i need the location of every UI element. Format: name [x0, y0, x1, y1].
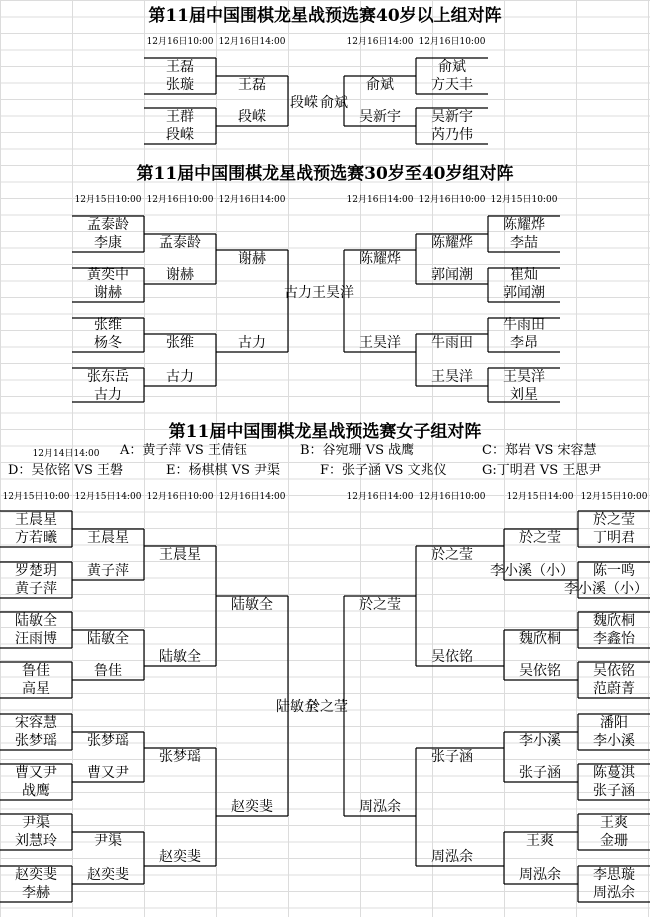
section1-left-player: 张璇	[166, 77, 194, 93]
section3-right-r2: 张子涵	[519, 765, 561, 781]
section3-right-r2: 魏欣桐	[519, 631, 561, 647]
section3-right-r2: 王爽	[526, 833, 554, 849]
section3-left-player: 曹又尹	[15, 765, 57, 781]
section2-date: 12月15日10:00	[74, 195, 142, 205]
section3-date: 12月15日10:00	[2, 492, 70, 502]
section3-pair-d: D：吴依铭 VS 王磐	[8, 463, 123, 478]
section2-left-player: 杨冬	[94, 335, 122, 351]
section2-date: 12月15日10:00	[490, 195, 558, 205]
section3-left-player: 陆敏全	[15, 613, 57, 629]
section3-right-r2: 李小溪（小）	[490, 563, 574, 579]
section2-date: 12月16日10:00	[418, 195, 486, 205]
section3-left-r2: 陆敏全	[87, 631, 129, 647]
section3-left-r2: 鲁佳	[94, 663, 122, 679]
section2-right-player: 刘星	[510, 387, 538, 403]
section3-pair-date: 12月14日14:00	[32, 449, 100, 459]
section3-right-player: 李鑫怡	[593, 631, 635, 647]
section3-right-player: 李思璇	[593, 867, 635, 883]
section2-right-player: 李喆	[510, 235, 538, 251]
section3-pair-f: F：张子涵 VS 文兆仪	[320, 463, 447, 478]
section3-right-player: 吴依铭	[593, 663, 635, 679]
section2-right-winner: 陈耀烨	[431, 235, 473, 251]
section1-left-player: 段嵘	[166, 127, 194, 143]
section2-left-winner: 孟泰龄	[159, 235, 201, 251]
section3-right-player: 李小溪（小）	[564, 581, 648, 597]
section2-left-semifinal: 谢赫	[238, 251, 266, 267]
section3-right-player: 魏欣桐	[593, 613, 635, 629]
section3-pair-g: G:丁明君 VS 王思尹	[482, 463, 602, 478]
section3-right-player: 潘阳	[600, 715, 628, 731]
section3-date: 12月15日10:00	[580, 492, 648, 502]
section2-final-right: 王昊洋	[312, 285, 354, 301]
section1-right-player: 方天丰	[431, 77, 473, 93]
section3-left-player: 黄子萍	[15, 581, 57, 597]
section3-right-r2: 李小溪	[519, 733, 561, 749]
section3-right-r3: 吴依铭	[431, 649, 473, 665]
section2-left-winner: 谢赫	[166, 267, 194, 283]
section3-left-r2: 尹渠	[94, 833, 122, 849]
section1-date: 12月16日14:00	[346, 37, 414, 47]
section2-final-left: 古力	[284, 285, 312, 301]
section1-date: 12月16日10:00	[146, 37, 214, 47]
section1-left-player: 王磊	[166, 59, 194, 75]
section3-left-player: 赵奕斐	[15, 867, 57, 883]
section3-right-player: 范蔚菁	[593, 681, 635, 697]
section3-date: 12月15日14:00	[74, 492, 142, 502]
section3-left-r2: 张梦瑶	[87, 733, 129, 749]
section3-pair-b: B：谷宛珊 VS 战鹰	[300, 443, 415, 458]
section2-left-winner: 古力	[166, 369, 194, 385]
section3-left-player: 刘慧玲	[15, 833, 57, 849]
section2-date: 12月16日14:00	[218, 195, 286, 205]
section3-right-r4: 於之莹	[359, 597, 401, 613]
section3-right-r2: 吴依铭	[519, 663, 561, 679]
section2-right-winner: 王昊洋	[431, 369, 473, 385]
section1-final-right: 俞斌	[320, 95, 348, 111]
section2-left-semifinal: 古力	[238, 335, 266, 351]
section3-right-r2: 周泓余	[519, 867, 561, 883]
section3-right-player: 陈蔓淇	[593, 765, 635, 781]
section3-left-r2: 黄子萍	[87, 563, 129, 579]
section3-pair-a: A：黄子萍 VS 王倩钰	[120, 443, 247, 458]
section3-left-r2: 曹又尹	[87, 765, 129, 781]
section3-left-player: 尹渠	[22, 815, 50, 831]
section2-right-player: 郭闻潮	[503, 285, 545, 301]
section3-left-r4: 陆敏全	[231, 597, 273, 613]
section3-right-r3: 於之莹	[431, 547, 473, 563]
section3-title: 第11届中国围棋龙星战预选赛女子组对阵	[168, 422, 482, 442]
section3-left-r3: 王晨星	[159, 547, 201, 563]
section3-right-player: 李小溪	[593, 733, 635, 749]
section2-right-player: 牛雨田	[503, 317, 545, 333]
section3-final-right: 於之莹	[306, 699, 348, 715]
section1-right-winner: 俞斌	[366, 77, 394, 93]
section2-right-player: 王昊洋	[503, 369, 545, 385]
section1-right-player: 俞斌	[438, 59, 466, 75]
section2-right-player: 陈耀烨	[503, 217, 545, 233]
section2-left-player: 古力	[94, 387, 122, 403]
section3-date: 12月16日10:00	[146, 492, 214, 502]
section2-date: 12月16日10:00	[146, 195, 214, 205]
section3-pair-c: C：郑岩 VS 宋容慧	[482, 443, 597, 458]
section3-left-player: 宋容慧	[15, 715, 57, 731]
section1-final-left: 段嵘	[290, 95, 318, 111]
section3-right-player: 陈一鸣	[593, 563, 635, 579]
section2-right-winner: 牛雨田	[431, 335, 473, 351]
section3-left-player: 王晨星	[15, 512, 57, 528]
section3-left-player: 战鹰	[22, 783, 50, 799]
section1-left-player: 王群	[166, 109, 194, 125]
section3-left-player: 高星	[22, 681, 50, 697]
section1-title: 第11届中国围棋龙星战预选赛40岁以上组对阵	[148, 6, 502, 26]
section1-date: 12月16日14:00	[218, 37, 286, 47]
section3-left-player: 鲁佳	[22, 663, 50, 679]
section2-left-player: 李康	[94, 235, 122, 251]
section3-right-r4: 周泓余	[359, 799, 401, 815]
section3-left-player: 方若曦	[15, 530, 57, 546]
section3-right-r3: 周泓余	[431, 849, 473, 865]
section3-right-r2: 於之莹	[519, 530, 561, 546]
section3-right-player: 於之莹	[593, 512, 635, 528]
section3-left-player: 张梦瑶	[15, 733, 57, 749]
section2-right-semifinal: 陈耀烨	[359, 251, 401, 267]
section1-right-winner: 吴新宇	[359, 109, 401, 125]
section3-date: 12月16日10:00	[418, 492, 486, 502]
section1-left-winner: 王磊	[238, 77, 266, 93]
section3-date: 12月16日14:00	[218, 492, 286, 502]
section2-left-player: 张东岳	[87, 369, 129, 385]
section2-right-semifinal: 王昊洋	[359, 335, 401, 351]
section3-left-r3: 陆敏全	[159, 649, 201, 665]
section3-left-player: 汪雨博	[15, 631, 57, 647]
section3-pair-e: E：杨棋棋 VS 尹渠	[166, 463, 281, 478]
section3-left-r3: 张梦瑶	[159, 749, 201, 765]
section2-right-winner: 郭闻潮	[431, 267, 473, 283]
section2-left-player: 张维	[94, 317, 122, 333]
section3-right-player: 丁明君	[593, 530, 635, 546]
section3-right-player: 金珊	[600, 833, 628, 849]
section3-right-player: 王爽	[600, 815, 628, 831]
section3-right-player: 张子涵	[593, 783, 635, 799]
section2-left-player: 谢赫	[94, 285, 122, 301]
section3-left-r4: 赵奕斐	[231, 799, 273, 815]
section2-left-player: 孟泰龄	[87, 217, 129, 233]
section2-right-player: 李昂	[510, 335, 538, 351]
section1-left-winner: 段嵘	[238, 109, 266, 125]
section3-left-r2: 赵奕斐	[87, 867, 129, 883]
section3-left-player: 李赫	[22, 885, 50, 901]
section1-right-player: 吴新宇	[431, 109, 473, 125]
section1-date: 12月16日10:00	[418, 37, 486, 47]
section2-right-player: 崔灿	[510, 267, 538, 283]
section3-date: 12月16日14:00	[346, 492, 414, 502]
section2-left-player: 黄奕中	[87, 267, 129, 283]
section1-right-player: 芮乃伟	[431, 127, 473, 143]
section3-right-r3: 张子涵	[431, 749, 473, 765]
section3-left-player: 罗楚玥	[15, 563, 57, 579]
section3-right-player: 周泓余	[593, 885, 635, 901]
section2-left-winner: 张维	[166, 335, 194, 351]
section3-date: 12月15日14:00	[506, 492, 574, 502]
section3-left-r2: 王晨星	[87, 530, 129, 546]
section3-final-left: 陆敏全	[276, 699, 318, 715]
section2-title: 第11届中国围棋龙星战预选赛30岁至40岁组对阵	[136, 164, 514, 184]
section3-left-r3: 赵奕斐	[159, 849, 201, 865]
section2-date: 12月16日14:00	[346, 195, 414, 205]
